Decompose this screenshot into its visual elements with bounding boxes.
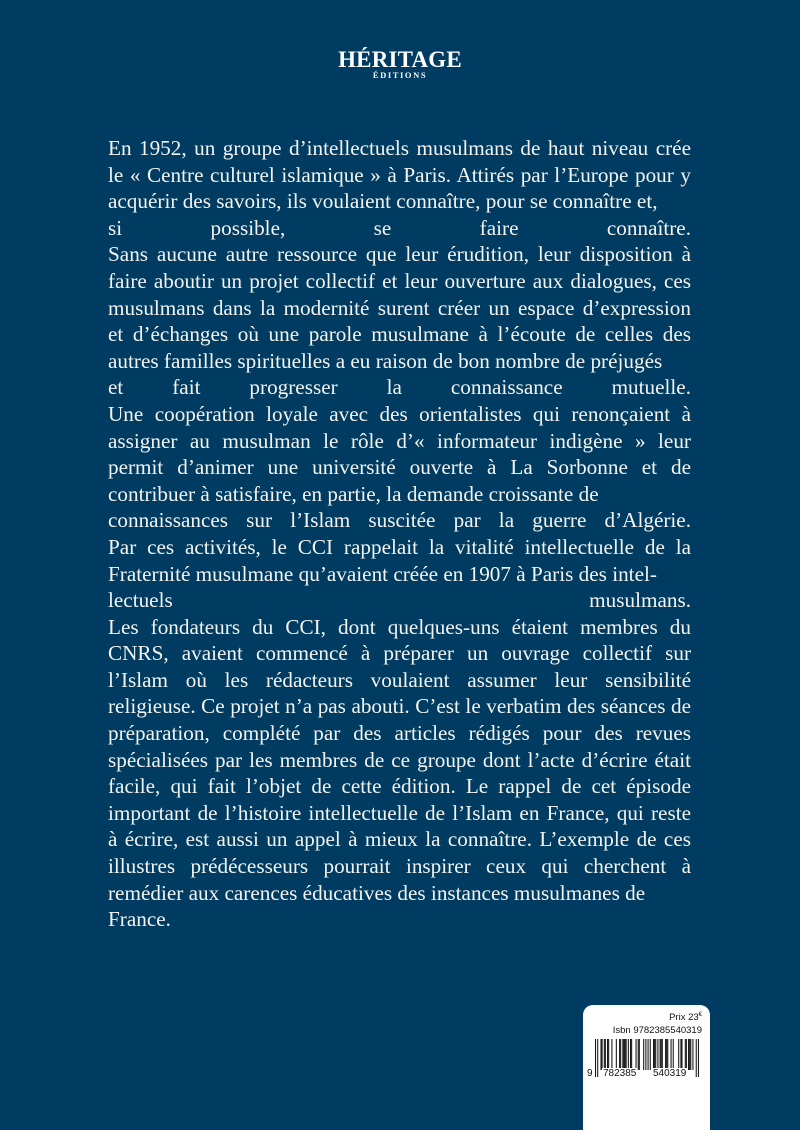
barcode-bar [673, 1039, 674, 1070]
text-line: contribuer à satisfaire, en partie, la demande croissante de [108, 481, 599, 506]
text-line: Sans aucune autre ressource que leur érudition, leur disposition à [108, 242, 691, 267]
publisher-logo [0, 49, 800, 80]
text-line: Les fondateurs du CCI, dont quelques-uns étaient membres du [108, 614, 691, 639]
barcode-bar [595, 1039, 596, 1077]
barcode-bar [655, 1039, 656, 1070]
text-line: préparation, complété par des articles rédigés pour des revues [108, 721, 691, 746]
barcode-digit-group-2: 540319 [653, 1068, 687, 1079]
text-line: faire aboutir un projet collectif et leur ouverture aux dialogues, ces [108, 268, 691, 293]
barcode-bar [681, 1039, 682, 1070]
barcode-bar [611, 1039, 612, 1070]
barcode-bar [685, 1039, 686, 1070]
barcode-bar [667, 1039, 668, 1070]
barcode-bar [625, 1039, 626, 1070]
barcode-bar [696, 1039, 697, 1077]
barcode-bar [698, 1039, 699, 1077]
barcode-bar [671, 1039, 672, 1070]
barcode-bar [620, 1039, 621, 1070]
text-line: à écrire, est aussi un appel à mieux la connaître. L’exemple de ces [108, 827, 691, 852]
publisher-imprint: ÉDITIONS [372, 70, 428, 80]
text-line: autres familles spirituelles a eu raison de bon nombre de préjugés [108, 348, 663, 373]
barcode-bar [638, 1039, 639, 1070]
text-line: En 1952, un groupe d’intellectuels musulmans de haut niveau crée [108, 136, 691, 160]
isbn-label: Isbn 9782385540319 [612, 1025, 702, 1036]
text-line: musulmans dans la modernité surent créer un espace d’expression [108, 295, 691, 320]
text-line: facile, qui fait l’objet de cette édition. Le rappel de cet épisode [108, 774, 691, 799]
barcode-bar [686, 1039, 687, 1070]
barcode-bar [616, 1039, 617, 1070]
barcode-bar [604, 1039, 605, 1070]
publisher-name: HÉRITAGE [338, 47, 462, 72]
barcode-bar [692, 1039, 693, 1070]
barcode-bar [630, 1039, 631, 1070]
text-line: l’Islam où les rédacteurs voulaient assumer leur sensibilité [108, 667, 691, 692]
text-line: Par ces activités, le CCI rappelait la vitalité intellectuelle de la [108, 534, 691, 559]
text-line: permit d’animer une université ouverte à La Sorbonne et de [108, 455, 691, 480]
text-line: si possible, se faire connaître. [108, 215, 691, 240]
barcode-bar [660, 1039, 661, 1070]
barcode-bar [608, 1039, 609, 1070]
barcode-bar [622, 1039, 623, 1070]
text-line: connaissances sur l’Islam suscitée par la guerre d’Algérie. [108, 508, 691, 533]
price-label [669, 1012, 702, 1023]
barcode-bar [623, 1039, 624, 1070]
barcode-bar [690, 1039, 691, 1070]
barcode-bar [654, 1039, 655, 1070]
barcode-bar [597, 1039, 598, 1077]
price-text: Prix 23 [669, 1012, 699, 1023]
text-line: Fraternité musulmane qu’avaient créée en 1907 à Paris des intel- [108, 561, 657, 586]
barcode-bar [678, 1039, 679, 1070]
text-line: le « Centre culturel islamique » à Paris. Attirés par l’Europe pour y [108, 162, 691, 187]
barcode-bar [626, 1039, 627, 1070]
barcode-bar [631, 1039, 632, 1070]
barcode-bar [662, 1039, 663, 1070]
text-line: acquérir des savoirs, ils voulaient connaître, pour se connaître et, [108, 189, 658, 214]
barcode-bar [645, 1039, 646, 1070]
text-line: assigner au musulman le rôle d’« informateur indigène » leur [108, 428, 691, 453]
barcode-bar [600, 1039, 601, 1070]
barcode-bar [661, 1039, 662, 1070]
barcode-bar [650, 1039, 651, 1070]
text-line: France. [108, 907, 171, 932]
currency-symbol: € [698, 1012, 702, 1018]
barcode-bar [689, 1039, 690, 1070]
text-line: lectuels musulmans. [108, 588, 691, 613]
text-line: CNRS, avaient commencé à préparer un ouvrage collectif sur [108, 641, 691, 666]
barcode-bar [666, 1039, 667, 1070]
barcode-bar [643, 1039, 644, 1070]
barcode-bar [602, 1039, 603, 1070]
text-line: illustres prédécesseurs pourrait inspirer ceux qui cherchent à [108, 854, 691, 879]
barcode-label [583, 1005, 710, 1130]
text-line: religieuse. Ce projet n’a pas abouti. C’est le verbatim des séances de [108, 694, 691, 719]
text-line: et fait progresser la connaissance mutuelle. [108, 375, 691, 400]
barcode-bar [605, 1039, 606, 1070]
barcode-bar [607, 1039, 608, 1070]
back-cover-blurb [108, 135, 691, 933]
barcode-bar [680, 1039, 681, 1070]
barcode-digit-group-1: 782385 [603, 1068, 637, 1079]
barcode-bar [648, 1039, 649, 1070]
barcode-bar [653, 1039, 654, 1070]
text-line: important de l’histoire intellectuelle de l’Islam en France, qui reste [108, 800, 691, 825]
text-line: spécialisées par les membres de ce groupe dont l’acte d’écrire était [108, 747, 691, 772]
text-line: remédier aux carences éducatives des instances musulmanes de [108, 880, 646, 905]
barcode-bar [639, 1039, 640, 1070]
text-line: Une coopération loyale avec des orientalistes qui renonçaient à [108, 401, 691, 426]
barcode-bar [628, 1039, 629, 1070]
barcode-bar [636, 1039, 637, 1070]
barcode-bar [688, 1039, 689, 1070]
text-line: et d’échanges où une parole musulmane à l’écoute de celles des [108, 322, 691, 347]
barcode-bar [665, 1039, 666, 1070]
barcode-digit-first: 9 [587, 1068, 593, 1079]
barcode-bar [619, 1039, 620, 1070]
barcode-bar [657, 1039, 658, 1070]
